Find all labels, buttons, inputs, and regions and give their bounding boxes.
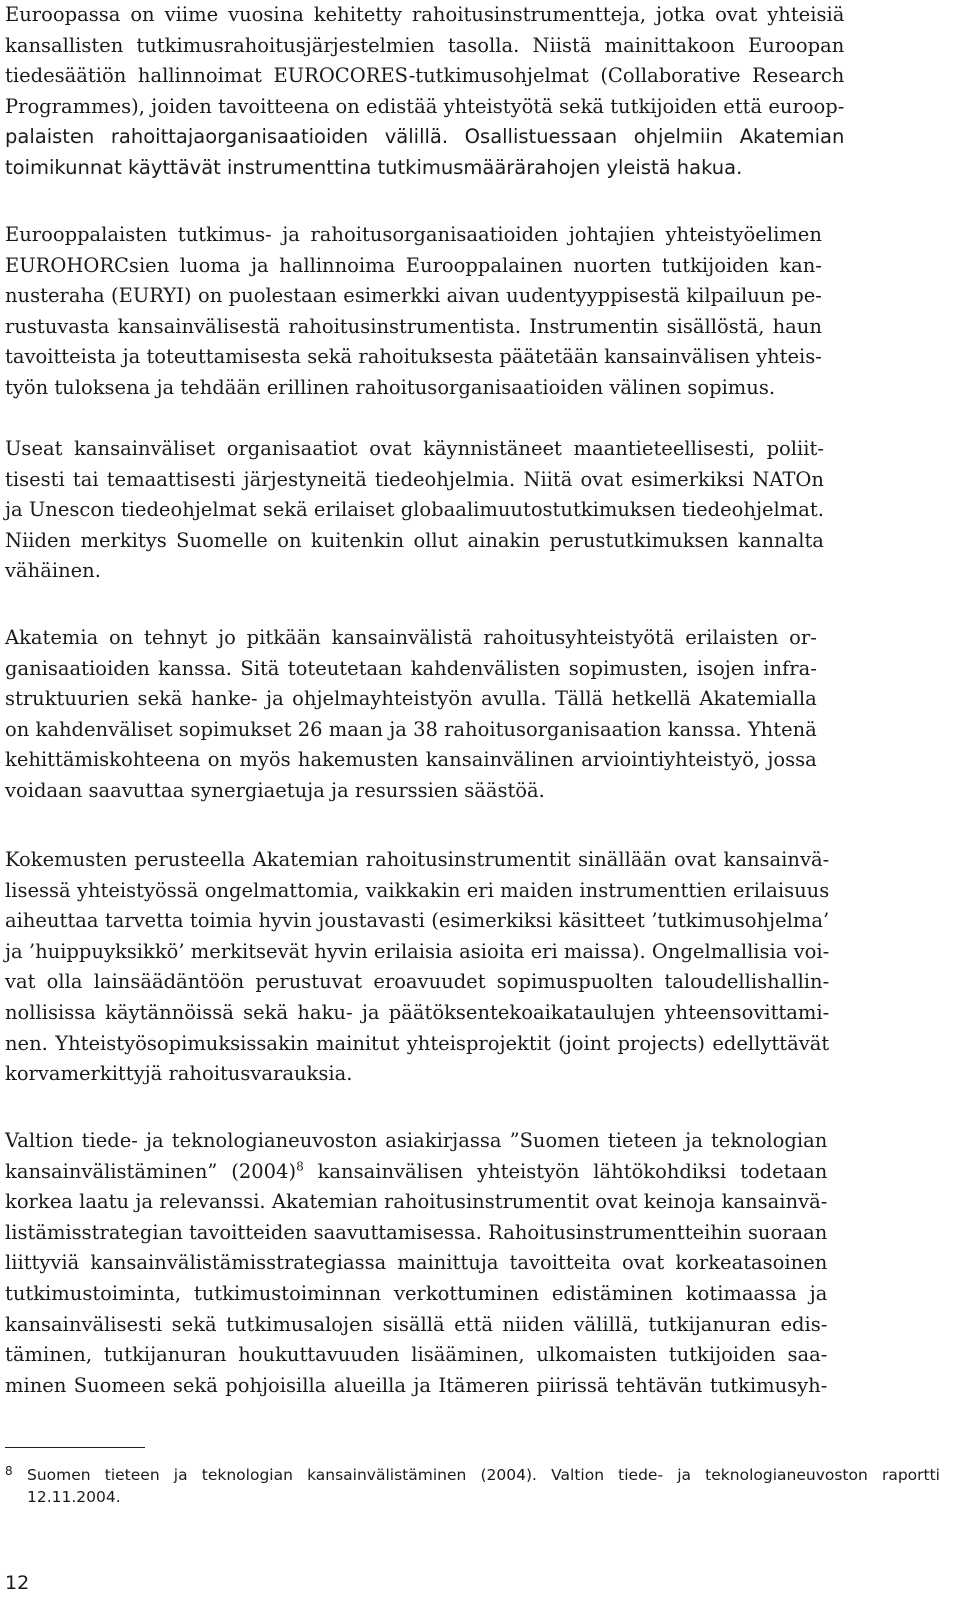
- text-line: Programmes), joiden tavoitteena on edistää yhteistyötä sekä tutkijoiden että euroop-: [5, 94, 845, 118]
- text-line: tiedesäätiön hallinnoimat EUROCORES-tutkimusohjelmat (Collaborative Research: [5, 64, 845, 88]
- text-line: minen Suomeen sekä pohjoisilla alueilla ja Itämeren piirissä tehtävän tutkimusyh-: [5, 1373, 828, 1397]
- text-line: kansainvälisesti sekä tutkimusalojen sisällä että niiden välillä, tutkijanuran edis-: [5, 1312, 828, 1336]
- footnote-reference[interactable]: 8: [296, 1159, 304, 1174]
- text-line: liittyviä kansainvälistämisstrategiassa mainittuja tavoitteita ovat korkeatasoinen: [5, 1251, 828, 1275]
- text-line: EUROHORCsien luoma ja hallinnoima Eurooppalainen nuorten tutkijoiden kan-: [5, 253, 822, 277]
- footnote-line: Suomen tieteen ja teknologian kansainvälistäminen (2004). Valtion tiede- ja teknologianeuvoston raportti: [27, 1466, 940, 1484]
- paragraph-3: [5, 434, 824, 587]
- text-line: Eurooppalaisten tutkimus- ja rahoitusorganisaatioiden johtajien yhteistyöelimen: [5, 223, 822, 246]
- text-line: voidaan saavuttaa synergiaetuja ja resurssien säästöä.: [5, 778, 545, 802]
- text-line: Niiden merkitys Suomelle on kuitenkin ollut ainakin perustutkimuksen kannalta: [5, 528, 824, 552]
- text-line: listämisstrategian tavoitteiden saavuttamisessa. Rahoitusinstrumentteihin suoraan: [5, 1220, 828, 1244]
- text-line: rustuvasta kansainvälisestä rahoitusinstrumentista. Instrumentin sisällöstä, haun: [5, 314, 822, 338]
- text-line: Valtion tiede- ja teknologianeuvoston asiakirjassa ”Suomen tieteen ja teknologian: [5, 1129, 828, 1152]
- text-line: on kahdenväliset sopimukset 26 maan ja 38 rahoitusorganisaation kanssa. Yhtenä: [5, 717, 817, 741]
- text-line: vähäinen.: [5, 559, 101, 583]
- text-fragment: kansainvälisen yhteistyön lähtökohdiksi todetaan: [303, 1159, 828, 1183]
- text-line: tutkimustoiminta, tutkimustoiminnan verkottuminen edistäminen kotimaassa ja: [5, 1281, 828, 1305]
- text-line: kehittämiskohteena on myös hakemusten kansainvälinen arviointiyhteistyö, jossa: [5, 748, 817, 772]
- text-line: työn tuloksena ja tehdään erillinen rahoitusorganisaatioiden välinen sopimus.: [5, 375, 776, 399]
- text-line-with-footnote-ref: [5, 1157, 827, 1188]
- text-line: aiheuttaa tarvetta toimia hyvin joustavasti (esimerkiksi käsitteet ’tutkimusohjelma’: [5, 909, 830, 933]
- footnote-number: 8: [5, 1464, 13, 1478]
- text-line: täminen, tutkijanuran houkuttavuuden lisääminen, ulkomaisten tutkijoiden saa-: [5, 1343, 828, 1367]
- text-line: lisessä yhteistyössä ongelmattomia, vaikkakin eri maiden instrumenttien erilaisuus: [5, 878, 830, 902]
- text-line: Kokemusten perusteella Akatemian rahoitusinstrumentit sinällään ovat kansainvä-: [5, 848, 830, 871]
- paragraph-5: [5, 845, 829, 1090]
- paragraph-2: [5, 220, 822, 404]
- text-fragment: kansainvälistäminen” (2004): [5, 1159, 297, 1183]
- text-line: korvamerkittyjä rahoitusvarauksia.: [5, 1062, 353, 1086]
- text-line: Euroopassa on viime vuosina kehitetty rahoitusinstrumentteja, jotka ovat yhteisiä: [5, 3, 845, 26]
- text-line: struktuurien sekä hanke- ja ohjelmayhteistyön avulla. Tällä hetkellä Akatemialla: [5, 687, 817, 711]
- footnote: [5, 1464, 940, 1508]
- paragraph-4: [5, 623, 817, 807]
- text-line: ja ’huippuyksikkö’ merkitsevät hyvin erilaisia asioita eri maissa). Ongelmallisia voi-: [5, 939, 830, 963]
- footnote-text: [27, 1464, 940, 1508]
- footnote-line: 12.11.2004.: [27, 1488, 121, 1506]
- paragraph-6: [5, 1126, 827, 1401]
- footnote-divider: [5, 1447, 145, 1448]
- text-line: nusteraha (EURYI) on puolestaan esimerkki aivan uudentyyppisestä kilpailuun pe-: [5, 284, 822, 308]
- text-line: toimikunnat käyttävät instrumenttina tutkimusmäärärahojen yleistä hakua.: [5, 155, 743, 179]
- text-line: palaisten rahoittajaorganisaatioiden välillä. Osallistuessaan ohjelmiin Akatemian: [5, 125, 845, 149]
- text-line: ja Unescon tiedeohjelmat sekä erilaiset globaalimuutostutkimuksen tiedeohjelmat.: [5, 498, 824, 522]
- text-line: Akatemia on tehnyt jo pitkään kansainvälistä rahoitusyhteistyötä erilaisten or-: [5, 626, 817, 649]
- text-line: kansallisten tutkimusrahoitusjärjestelmien tasolla. Niistä mainittakoon Euroopan: [5, 33, 845, 57]
- text-line: tisesti tai temaattisesti järjestyneitä tiedeohjelmia. Niitä ovat esimerkiksi NATOn: [5, 467, 824, 491]
- text-line: nen. Yhteistyösopimuksissakin mainitut yhteisprojektit (joint projects) edellyttävät: [5, 1031, 830, 1055]
- page-number: 12: [5, 1572, 30, 1594]
- text-line: ganisaatioiden kanssa. Sitä toteutetaan kahdenvälisten sopimusten, isojen infra-: [5, 656, 817, 680]
- text-line: korkea laatu ja relevanssi. Akatemian rahoitusinstrumentit ovat keinoja kansainvä-: [5, 1190, 828, 1214]
- text-line: Useat kansainväliset organisaatiot ovat käynnistäneet maantieteellisesti, poliit-: [5, 437, 824, 460]
- text-line: vat olla lainsäädäntöön perustuvat eroavuudet sopimuspuolten taloudellishallin-: [5, 970, 830, 994]
- paragraph-1: [5, 0, 844, 184]
- text-line: tavoitteista ja toteuttamisesta sekä rahoituksesta päätetään kansainvälisen yhteis-: [5, 345, 822, 369]
- text-line: nollisissa käytännöissä sekä haku- ja päätöksentekoaikataulujen yhteensovittami-: [5, 1000, 830, 1024]
